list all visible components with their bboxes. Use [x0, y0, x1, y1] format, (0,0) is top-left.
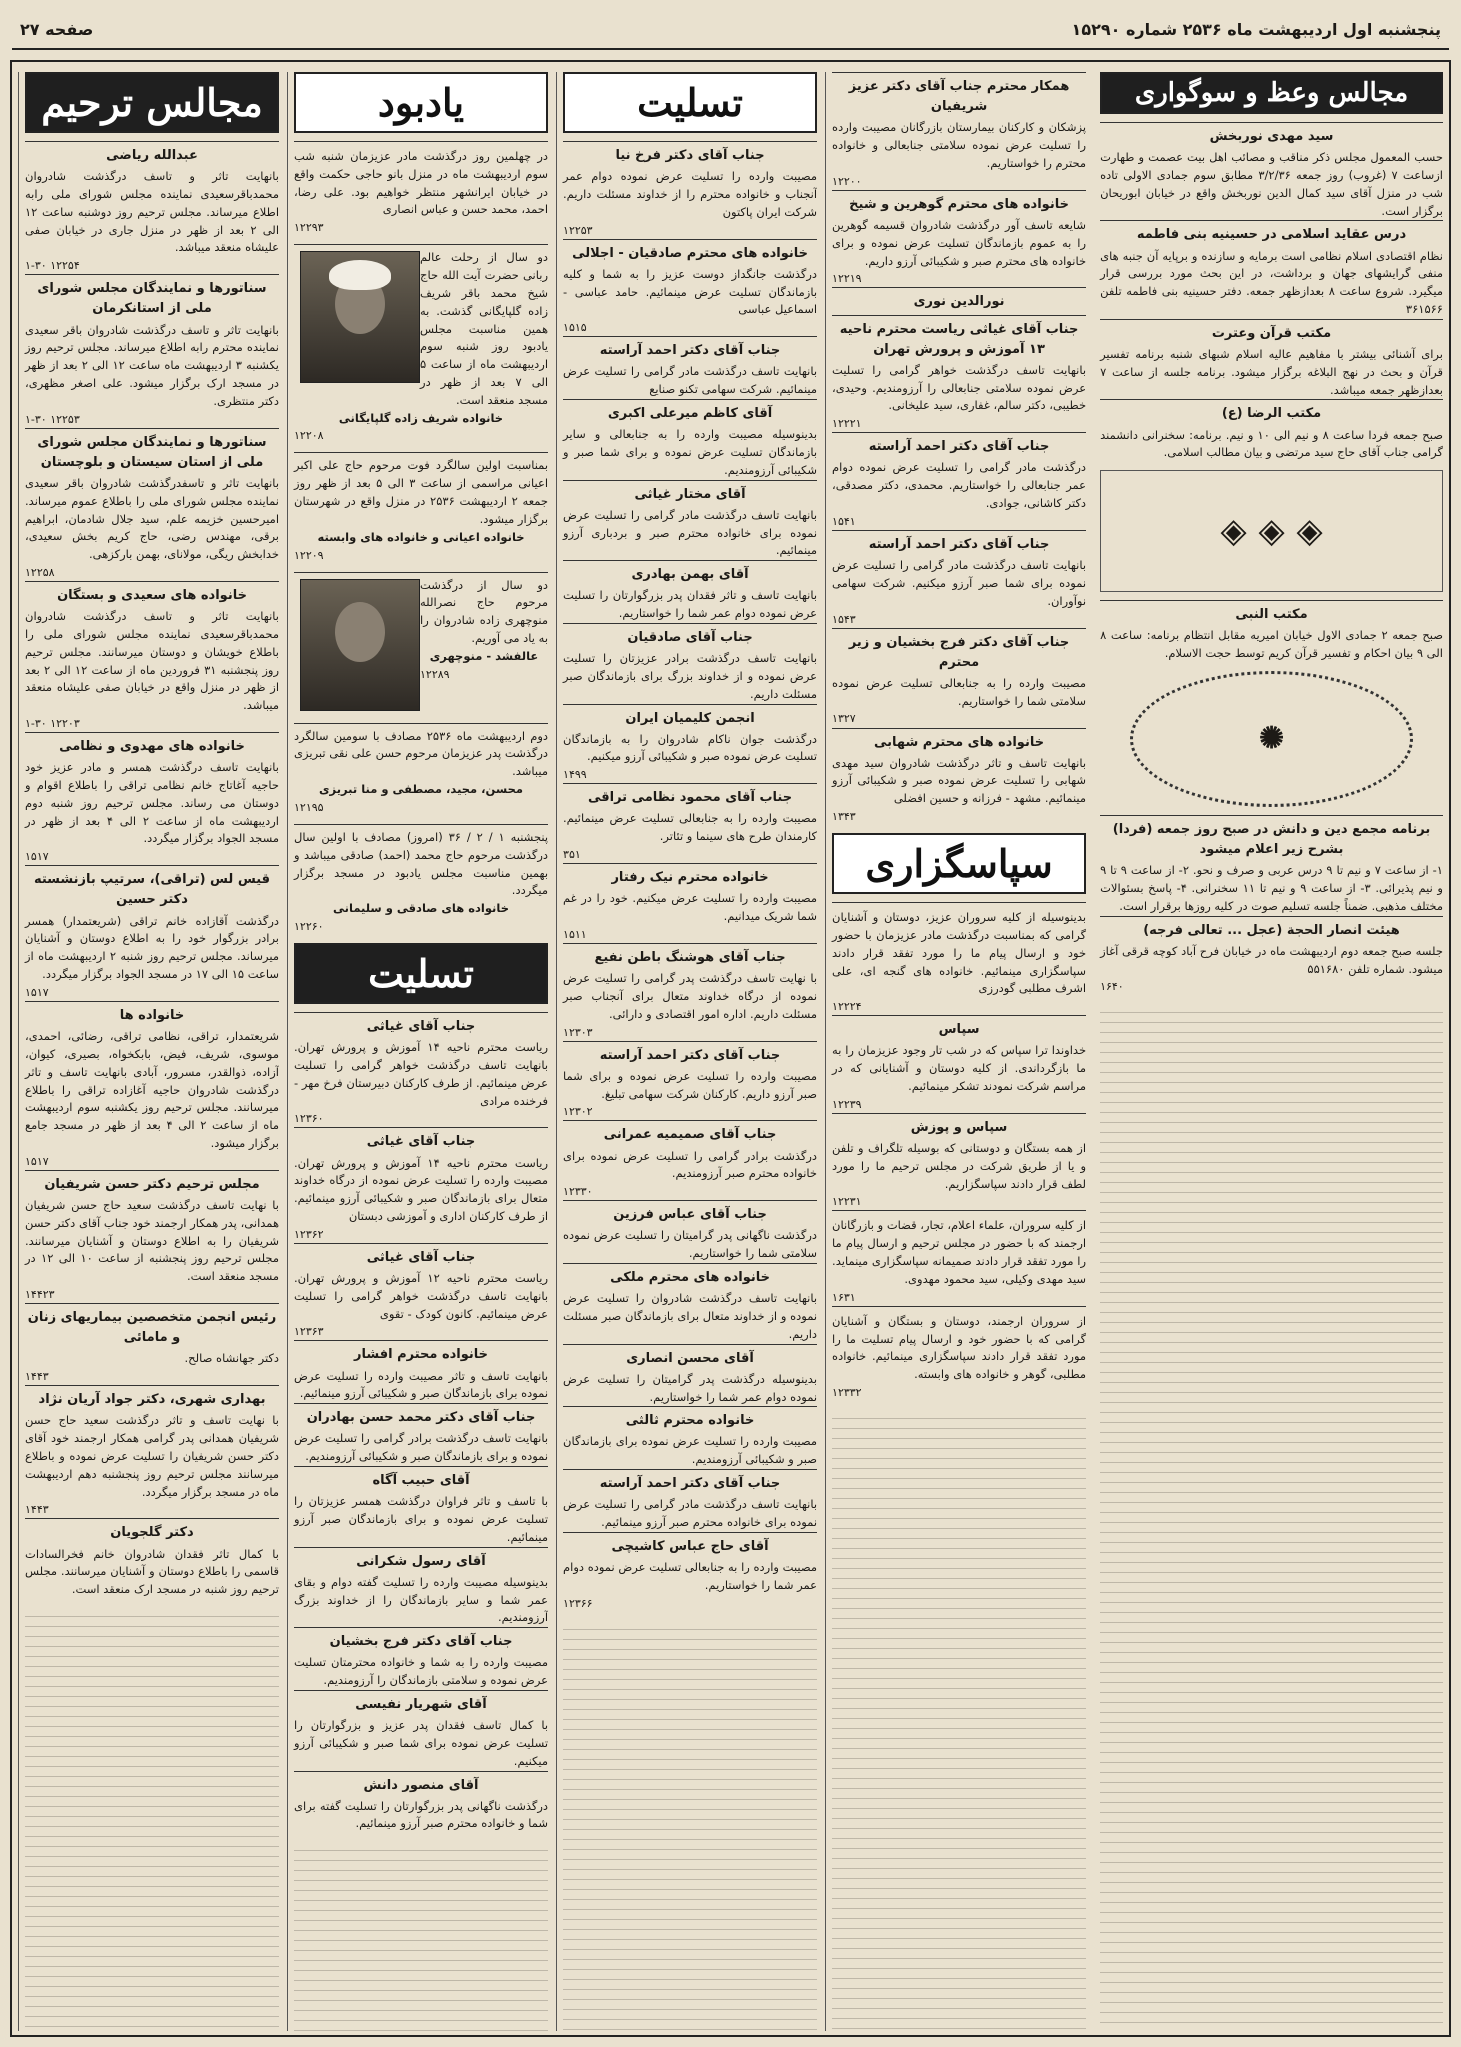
- notice: [25, 581, 279, 732]
- notice-body: از سروران ارجمند، دوستان و بستگان و آشنایان گرامی که با حضور خود و ارسال پیام تسلیت ما را مورد تفقد قرار دادند سپاسگزاری مینمائیم. خانواده مطلبی، گوهر و خانواده های وابسته.: [832, 1313, 1087, 1382]
- notice-body: بانهایت تاثر و تاسف درگذشت شادروان محمدباقرسعیدی نماینده مجلس شورای ملی رابه اطلاع میرساند. مجلس ترحیم روز دوشنبه ساعت ۱۲ الی ۲ بعد از ظهر در منزل جاری در خیابان صفی علیشاه منعقد میباشد.: [25, 169, 280, 255]
- notice-body: با کمال تاسف فقدان پدر عزیز و بزرگوارتان را تسلیت عرض نموده برای شما صبر و شکیبائی آرزو میکنیم.: [294, 1718, 549, 1768]
- notice-title: جناب آقای محمود نظامی تراقی: [587, 790, 793, 806]
- notice: [832, 72, 1086, 190]
- notice: [832, 1210, 1086, 1305]
- notice: [563, 141, 817, 239]
- notice-title: جناب آقای غیاثی: [366, 1249, 476, 1265]
- notice: [832, 1015, 1086, 1113]
- notice-body: از همه بستگان و دوستانی که بوسیله تلگراف و تلفن و یا از طریق شرکت در مجلس ترحیم ما را مورد لطف قرار دادند سپاسگزاریم.: [832, 1141, 1087, 1191]
- notice-code: ۱۵۱۵: [563, 321, 587, 335]
- notice-body: بانهایت تاسف درگذشت مادر گرامی را تسلیت عرض مینمائیم. شرکت سهامی تکنو صنایع: [563, 364, 818, 397]
- notice: [563, 480, 817, 561]
- notice-title: سپاس و پوزش: [910, 1119, 1008, 1135]
- notice: [1100, 319, 1443, 400]
- notice-code: ۱۳۲۷: [832, 712, 856, 726]
- notice-code: ۱۵۱۷: [25, 850, 49, 864]
- notice-title: آقای مختار غیاثی: [634, 486, 746, 502]
- notice: [1100, 122, 1443, 220]
- notice-code: ۱۲۳۶۰: [294, 1112, 324, 1126]
- portrait-photo: [300, 579, 420, 711]
- notice-body: دو سال از رحلت عالم ربانی حضرت آیت الله حاج شیخ محمد باقر شریف زاده گلپایگانی گذشت. به همین مناسبت مجلس یادبود روز شنبه سوم اردیبهشت ماه از ساعت ۵ الی ۷ بعد از ظهر در مسجد منعقد است.: [420, 250, 549, 407]
- notice-body: درگذشت جوان ناکام شادروان را به بازماندگان تسلیت عرض نموده صبر و شکیبائی آرزو میکنیم.: [563, 731, 818, 764]
- notice: [563, 336, 817, 399]
- notice: [563, 1469, 817, 1532]
- notice-title: مکتب الرضا (ع): [1221, 406, 1322, 422]
- notice-body: صبح جمعه فردا ساعت ۸ و نیم الی ۱۰ و نیم. برنامه: سخنرانی دانشمند گرامی جناب آقای حاج سید مرتضی و بیان مطالب اسلامی.: [1100, 427, 1443, 460]
- notice: [25, 732, 279, 865]
- notice: [294, 1771, 548, 1834]
- notice: [563, 943, 817, 1041]
- notice-code: ۱-۳۰ ۱۲۲۰۳: [25, 717, 80, 731]
- notice-body: مصیبت وارده را تسلیت عرض نموده دوام عمر آنجناب و خانواده محترم را از خداوند مسئلت داریم. شرکت ایران پاکتون: [563, 169, 818, 219]
- notice-body: مصیبت وارده را تسلیت عرض نموده و برای شما صبر آرزو داریم. کارکنان شرکت سهامی تبلیغ.: [563, 1068, 818, 1101]
- notice: [563, 1344, 817, 1407]
- column-tasliat-right: [556, 72, 817, 2031]
- notice-body: بدینوسیله مصیبت وارده را تسلیت گفته دوام و بقای عمر شما و سایر بازماندگان را از خداوند بزرگ آرزومندیم.: [294, 1574, 549, 1625]
- column-yadbood: [287, 72, 548, 2031]
- notice-body: نظام اقتصادی اسلام نظامی است برمایه و سازنده و برپایه آن جنبه های منفی گرایشهای جهان و برداشت، در این بحث مورد بررسی قرار میگیرد. شروع ساعت ۸ بعدازظهر جمعه. دفتر حسینیه بنی فاطمه تلفن ۳۶۱۵۶۶: [1100, 248, 1443, 316]
- notice-code: ۱۲۲۹۳: [294, 221, 324, 235]
- notice-title: جناب آقای صادقیان: [627, 629, 753, 645]
- notice: [563, 1406, 817, 1469]
- text-filler: [25, 1607, 279, 2031]
- notice: [294, 1127, 548, 1242]
- notices-col4-top: [832, 72, 1086, 825]
- notices-col5-c: [1100, 815, 1443, 996]
- notice: [25, 1170, 279, 1303]
- notice: [563, 1200, 817, 1263]
- notice: [1100, 600, 1443, 663]
- notice-title: آقای حاج عباس کاشیچی: [611, 1538, 769, 1554]
- notice-body: با نهایت تاسف درگذشت سعید حاج حسن شریفیان همدانی، پدر همکار ارجمند خود جناب آقای دکتر حسن شریفیان را به اطلاع دوستان و آشنایان میرسانند. مجلس ترحیم روز پنجشنبه از ساعت ۱۰ الی ۱۲ در مسجد منعقد است.: [25, 1197, 280, 1284]
- notice-title: جناب آقای غیاثی: [366, 1018, 476, 1034]
- notices-col5-a: [1100, 122, 1443, 462]
- notice: [294, 1340, 548, 1403]
- notice-body: از کلیه سروران، علماء اعلام، تجار، قضات و بازرگانان ارجمند که با حضور در مجلس ترحیم و ارسال پیام ما را مورد تفقد قرار دادند صمیمانه سپاسگزاری مینماید. سید مهدی وکیلی، سید محمود مهدوی.: [832, 1218, 1087, 1286]
- heading-majales-vaz: مجالس وعظ و سوگواری: [1100, 72, 1443, 114]
- notice-title: جناب آقای صمیمیه عمرانی: [603, 1127, 777, 1143]
- notice-title: آقای منصور دانش: [363, 1777, 479, 1793]
- notice-title: عالفشد - منوچهری: [429, 648, 539, 663]
- heading-sepasgozari: سپاسگزاری: [832, 833, 1086, 894]
- notice-code: ۱۶۴۰: [1100, 980, 1124, 994]
- notice-title: جناب آقای دکتر فرج بخشیان و زیر محترم: [848, 634, 1070, 670]
- notices-col3: [563, 141, 817, 1612]
- notice: [1100, 399, 1443, 462]
- notice-body: ریاست محترم ناحیه ۱۴ آموزش و پرورش تهران. مصیبت وارده را تسلیت عرض نموده از درگاه خداوند متعال برای بازماندگان صبر و شکیبائی آرزو مینمائیم. از طرف کارکنان اداری و آموزشی دبستان: [294, 1155, 549, 1223]
- notice: [25, 141, 279, 274]
- notices-col5-b: [1100, 600, 1443, 663]
- notice-title: خانواده ها: [119, 1007, 185, 1023]
- notice-code: ۱۲۲۳۹: [832, 1097, 862, 1111]
- notice-title: سید مهدی نوربخش: [1209, 129, 1334, 144]
- notice: [1100, 220, 1443, 318]
- notices-col1: [25, 141, 279, 1599]
- notice-code: ۱۳۴۳: [832, 810, 856, 824]
- columns: [18, 72, 1443, 2031]
- notice-body: مصیبت وارده را تسلیت عرض نموده برای بازماندگان صبر و شکیبائی آرزومندیم.: [563, 1434, 818, 1467]
- notice: [25, 428, 279, 581]
- notice: [294, 1243, 548, 1341]
- notice: [25, 274, 279, 427]
- notice-code: ۱۲۲۶۰: [294, 919, 324, 933]
- notice: [294, 1466, 548, 1547]
- notice-code: ۱۵۴۱: [832, 514, 856, 528]
- notice-body: بانهایت تاسف و تاثر فقدان پدر بزرگوارتان را تسلیت عرض نموده دوام عمر شما را خواستاریم.: [563, 588, 818, 621]
- notice-title: محسن، مجید، مصطفی و منا تبریزی: [319, 782, 524, 797]
- notice: [294, 452, 548, 563]
- notice-body: بانهایت تاسف درگذشت برادر عزیزتان را تسلیت عرض نموده و از خداوند بزرگ برای بازماندگان صبر مسئلت داریم.: [563, 651, 818, 701]
- notice-title: خانواده شریف زاده گلپایگانی: [338, 410, 504, 425]
- notice-body: دو سال از درگذشت مرحوم حاج نصرالله منوچهری زاده شادروان را به یاد می آوریم.: [420, 577, 549, 646]
- notice-body: مصیبت وارده را تسلیت عرض میکنیم. خود را در غم شما شریک میدانیم.: [563, 891, 818, 924]
- notice-body: بانهایت تاسف درگذشت شادروان را تسلیت عرض نموده و از خداوند متعال برای بازماندگان صبر مسئلت داریم.: [563, 1291, 818, 1341]
- notice: [294, 1012, 548, 1127]
- notice-title: جناب آقای غیاثی: [366, 1134, 476, 1150]
- notice: [563, 783, 817, 863]
- notice-title: خانواده های سعیدی و بستگان: [57, 588, 247, 604]
- notice-title: جناب آقای هوشنگ باطن نفیع: [594, 949, 786, 965]
- notice-title: انجمن کلیمیان ایران: [625, 710, 755, 726]
- notice-body: بانهایت تاثر و تاسف درگذشت شادروان محمدباقرسعیدی نماینده مجلس شورای ملی را باطلاع خویشان و دوستان میرسانند. مجلس ترحیم روز پنجشنبه ۳۱ فروردین ماه از ساعت ۱۲ الی ۲ بعد از ظهر در منزل واقع در خیابان صفی علیشاه منعقد میباشد.: [25, 609, 280, 713]
- notice-body: ریاست محترم ناحیه ۱۲ آموزش و پرورش تهران. بانهایت تاسف درگذشت خواهر گرامی را تسلیت عرض مینمائیم. کانون کودک - تقوی: [294, 1271, 549, 1321]
- notice: [832, 432, 1086, 530]
- notice: [294, 723, 548, 816]
- notice-body: درگذشت آقازاده خانم تراقی (شریعتمدار) همسر برادر بزرگوار خود را به اطلاع دوستان و آشنایان میرساند. مجلس ترحیم روز شنبه ۲ اردیبهشت ماه از ساعت ۱۵ الی ۱۷ در مسجد الجواد برگزار میگردد.: [25, 913, 280, 982]
- notice: [832, 728, 1086, 826]
- notice-code: ۱۶۳۱: [832, 1290, 856, 1304]
- notice-code: ۱۵۱۷: [25, 1154, 49, 1168]
- notice-code: ۱۴۹۹: [563, 768, 587, 782]
- emblem-majma-din-danesh: ✺: [1130, 671, 1413, 807]
- notice-title: جناب آقای دکتر احمد آراسته: [599, 1476, 781, 1492]
- notice-title: نورالدین نوری: [913, 294, 1005, 310]
- notice: [832, 190, 1086, 288]
- notice-body: مصیبت وارده را به شما و خانواده محترمتان تسلیت عرض نموده و سلامتی بازماندگان را آرزومندیم.: [294, 1655, 549, 1688]
- notice-body: درگذشت ناگهانی پدر گرامیتان را تسلیت عرض نموده سلامتی شما را خواستاریم.: [563, 1228, 818, 1261]
- notice-title: عبدالله ریاضی: [106, 148, 198, 163]
- notice: [294, 824, 548, 935]
- notice-title: درس عقاید اسلامی در حسینیه بنی فاطمه: [1136, 227, 1407, 243]
- notice-title: خانواده محترم ثالثی: [625, 1413, 755, 1429]
- notice-code: ۱۲۲۰۹: [294, 548, 324, 562]
- notice: [1100, 815, 1443, 916]
- notice-body: با کمال تاثر فقدان شادروان خانم فخرالسادات قاسمی را باطلاع دوستان و آشنایان میرسانند. مجلس ترحیم روز شنبه در مسجد ارک منعقد است.: [25, 1546, 280, 1597]
- notice-title: خانواده های محترم گوهرین و شیخ: [849, 196, 1069, 212]
- notice-code: ۱۲۲۲۱: [832, 417, 862, 431]
- notice-body: بانهایت تاسف درگذشت برادر گرامی را تسلیت عرض نموده و برای بازماندگان صبر و شکیبائی آرزومندیم.: [294, 1431, 549, 1464]
- notice: [294, 1690, 548, 1771]
- notice-title: خانواده های محترم شهابی: [874, 734, 1045, 750]
- notice-title: مجلس ترحیم دکتر حسن شریفیان: [44, 1176, 260, 1192]
- notice-title: مکتب النبی: [1235, 607, 1308, 623]
- notice-code: ۱۵۱۱: [563, 927, 587, 941]
- notice-body: مصیبت وارده را به جنابعالی تسلیت عرض نموده دوام عمر شما را خواستاریم.: [563, 1559, 818, 1592]
- notice-code: ۱-۳۰ ۱۲۲۵۳: [25, 412, 80, 426]
- notice-code: ۱۲۲۰۰: [832, 174, 862, 188]
- notice: [563, 704, 817, 784]
- notice: [294, 141, 548, 236]
- notice-title: آقای محسن انصاری: [626, 1350, 754, 1366]
- notice-code: ۱۵۴۳: [832, 612, 856, 626]
- notice: [294, 1627, 548, 1690]
- notice: [25, 1518, 279, 1599]
- notice-body: خداوندا ترا سپاس که در شب تار وجود عزیزمان را به ما بازگرداندی. از کلیه دوستان و آشنایانی که در مراسم شرکت نمودند تشکر مینمائیم.: [832, 1043, 1087, 1093]
- notice: [294, 1403, 548, 1466]
- notice-code: ۱۲۲۲۴: [832, 1000, 862, 1014]
- notice-body: حسب المعمول مجلس ذکر مناقب و مصائب اهل بیت عصمت و طهارت ازساعت ۷ (غروب) روز جمعه ۳/۲/۳۶ مطابق سوم جمادی الاولی تاده شب در منزل آقای سید کمال الدین نوربخش واقع در خیابان ابوریحان برگزار است.: [1100, 150, 1443, 218]
- notice-code: ۱۴۴۳: [25, 1503, 49, 1517]
- column-majales-vaz: [1094, 72, 1443, 2031]
- notice-title: جناب آقای دکتر احمد آراسته: [599, 343, 781, 359]
- notice-code: ۱۲۱۹۵: [294, 800, 324, 814]
- notice-title: سناتورها و نمایندگان مجلس شورای ملی از استان سیستان و بلوچستان: [37, 434, 267, 470]
- notice-title: خانواده محترم نیک رفتار: [611, 870, 769, 886]
- notice-title: مکتب قرآن وعترت: [1211, 325, 1332, 341]
- notice-code: ۱۲۳۳۲: [832, 1386, 862, 1400]
- notice: [832, 315, 1086, 433]
- notice-code: ۱۲۳۶۳: [294, 1325, 324, 1339]
- text-filler: [294, 1841, 548, 2031]
- notice: [832, 628, 1086, 728]
- notice-body: مصیبت وارده را به جنابعالی تسلیت عرض مینمائیم. کارمندان طرح های سینما و تئاتر.: [563, 811, 818, 844]
- notice: [563, 560, 817, 623]
- notice-title: خانواده های محترم ملکی: [610, 1269, 770, 1285]
- notice-title: بهداری شهری، دکتر جواد آریان نژاد: [38, 1392, 266, 1408]
- notice-body: دکتر جهانشاه صالح.: [184, 1351, 280, 1366]
- notice-title: خانواده های صادقی و سلیمانی: [333, 901, 509, 916]
- notice-title: خانواده اعیانی و خانواده های وابسته: [317, 529, 525, 544]
- notice-code: ۱۲۲۰۸: [294, 429, 324, 443]
- notice-code: ۳۵۱: [563, 848, 581, 862]
- notice-title: برنامه مجمع دین و دانش در صبح روز جمعه (فردا) بشرح زیر اعلام میشود: [1112, 821, 1431, 858]
- calligraphy-ornament-maktab-nabi: ◈ ◈ ◈: [1100, 470, 1443, 592]
- notice-title: قیس لس (تراقی)، سرتیپ بازنشسته دکتر حسین: [33, 872, 271, 908]
- notice-code: ۱۲۲۱۹: [832, 272, 862, 286]
- notice-code: ۱۴۴۲۳: [25, 1288, 55, 1301]
- notice-body: بانهایت تاثر و تاسف درگذشت شادروان باقر سعیدی نماینده محترم رابه اطلاع میرساند. مجلس ترحیم روز یکشنبه ۳ اردیبهشت ماه ساعت ۱۲ الی ۲ بعد از ظهر در مسجد ارک برگزار میشود. علی اصغر مظهری، دکتر منتظری.: [25, 322, 280, 408]
- notice-body: صبح جمعه ۲ جمادی الاول خیابان امیریه مقابل انتظام برنامه: ساعت ۸ الی ۹ بیان احکام و تفسیر قرآن کریم توسط حجت الاسلام.: [1100, 628, 1443, 661]
- text-filler: [832, 1409, 1086, 2031]
- notice: [832, 1113, 1086, 1211]
- notice-body: با نهایت تاسف و تاثر درگذشت سعید حاج حسن شریفیان همدانی پدر گرامی همکار ارجمند خود آقای دکتر حسن شریفیان را تسلیت عرض نموده و باطلاع میرسانند مجلس ترحیم روز پنجشنبه دهم اردیبهشت ماه در مسجد برگزار میگردد.: [25, 1413, 280, 1499]
- notice-title: آقای حبیب آگاه: [372, 1473, 470, 1489]
- notice-code: ۱۲۳۰۳: [563, 1025, 593, 1039]
- notice: [563, 863, 817, 943]
- notice-body: بانهایت تاسف و تاثر درگذشت شادروان سید مهدی شهابی را تسلیت عرض نموده صبر و شکیبائی آرزو مینمائیم. مشهد - فرزانه و حسین افضلی: [832, 755, 1087, 806]
- notice-title: همکار محترم جناب آقای دکتر عزیز شریفیان: [848, 79, 1070, 115]
- portrait-photo: [300, 251, 420, 383]
- heading-tasliat-1: تسلیت: [563, 72, 817, 133]
- notice-title: جناب آقای دکتر احمد آراسته: [868, 536, 1050, 552]
- notice-body: بانهایت تاسف درگذشت همسر و مادر عزیز خود حاجیه آغاتاج خانم نظامی تراقی را باطلاع اقوام و دوستان می رساند. مجلس ترحیم روز شنبه دوم اردیبهشت ماه از ساعت ۲ الی ۴ بعد از ظهر در مسجد الجواد برگزار میگردد.: [25, 760, 280, 846]
- notice-title: جناب آقای دکتر احمد آراسته: [599, 1047, 781, 1063]
- column-tasliat-left: [825, 72, 1086, 2031]
- notice-title: رئیس انجمن متخصصین بیماریهای زنان و مامائی: [27, 1310, 277, 1346]
- notice-title: جناب آقای دکتر احمد آراسته: [868, 439, 1050, 455]
- heading-majales-tarhim: مجالس ترحیم: [25, 72, 279, 133]
- column-majales-tarhim: [18, 72, 279, 2031]
- text-filler: [563, 1620, 817, 2031]
- notice-body: شایعه تاسف آور درگذشت شادروان قسیمه گوهرین را به عموم بازماندگان تسلیت عرض نموده و برای خانواده های محترم صبر و شکیبائی آرزو داریم.: [832, 217, 1087, 268]
- notice-title: دکتر گلجویان: [110, 1525, 194, 1541]
- notice-with-photo: [294, 572, 548, 715]
- notice-code: ۱۴۴۳: [25, 1370, 49, 1384]
- heading-tasliat-2: تسلیت: [294, 943, 548, 1004]
- notice-title: جناب آقای عباس فرزین: [613, 1207, 767, 1223]
- notice-title: جناب آقای دکتر محمد حسن بهادران: [306, 1410, 536, 1426]
- notice-code: ۱۲۲۵۸: [25, 565, 55, 579]
- notice: [294, 1547, 548, 1628]
- notice-title: آقای شهریار نفیسی: [355, 1696, 487, 1712]
- notice-code: ۱۲۳۰۲: [563, 1105, 593, 1119]
- notice-body: درگذشت جانگداز دوست عزیز را به شما و کلیه بازماندگان تسلیت عرض مینمائیم. حامد عباسی - اسماعیل عباسی: [563, 266, 818, 317]
- notice: [563, 1041, 817, 1121]
- notice-code: ۱۲۳۳۰: [563, 1185, 593, 1199]
- notice-with-photo: [294, 244, 548, 444]
- notice-title: سپاس: [938, 1022, 980, 1038]
- notice-body: درگذشت مادر گرامی را تسلیت عرض نموده دوام عمر جنابعالی را خواستاریم. محمدی، دکتر مصدقی، دکتر کاشانی، جوادی.: [832, 460, 1087, 511]
- notice-body: بدینوسیله مصیبت وارده را به جنابعالی و سایر بازماندگان تسلیت عرض نموده و برای شما صبر و شکیبائی آرزومندیم.: [563, 427, 818, 477]
- notice-code: ۱۲۲۳۱: [832, 1195, 862, 1209]
- notice-body: بدینوسیله درگذشت پدر گرامیتان را تسلیت عرض نموده دوام عمر شما را خواستاریم.: [563, 1371, 818, 1404]
- notice-title: جناب آقای غیاثی ریاست محترم ناحیه ۱۳ آموزش و پرورش تهران: [839, 321, 1079, 357]
- notice-code: ۱۲۳۶۲: [294, 1227, 324, 1241]
- notice: [832, 287, 1086, 312]
- notice: [563, 1532, 817, 1612]
- notices-col2-rest: [294, 1012, 548, 1833]
- notice-title: خانواده های مهدوی و نظامی: [59, 739, 245, 755]
- notice-title: آقای بهمن بهادری: [631, 567, 749, 583]
- notice-code: ۱۵۱۷: [25, 985, 49, 999]
- notice-body: با نهایت تاسف درگذشت پدر گرامی را تسلیت عرض نموده از درگاه خداوند متعال برای آنجناب صبر مسئلت داریم. اداره امور اقتصادی و دارائی.: [563, 971, 818, 1021]
- notice: [563, 239, 817, 337]
- text-filler: [1100, 1003, 1443, 2031]
- heading-yadbood: یادبود: [294, 72, 548, 133]
- notice-body: بانهایت تاسف درگذشت مادر گرامی را تسلیت عرض نموده برای شما صبر آرزو میکنیم. شرکت سهامی نوآوران.: [832, 558, 1087, 608]
- notice: [25, 1001, 279, 1170]
- notice-body: بانهایت تاسف و تاثر مصیبت وارده را تسلیت عرض نموده برای بازماندگان صبر و شکیبائی آرزو مینمائیم.: [294, 1368, 549, 1401]
- notice-body: درگذشت ناگهانی پدر بزرگوارتان را تسلیت گفته برای شما و خانواده محترم صبر آرزو مینمائیم.: [294, 1798, 549, 1831]
- notice-body: بدینوسیله از کلیه سروران عزیز، دوستان و آشنایان گرامی که بمناسبت درگذشت مادر عزیزمان با حضور خود و ارسال پیام ما را مورد تفقد قرار دادند سپاسگزاری مینمائیم. خانواده های گنجه ای، علی اشرف مطلبی گودرزی: [832, 910, 1087, 996]
- notice-body: با تاسف و تاثر فراوان درگذشت همسر عزیزتان را تسلیت عرض نموده و برای بازماندگان صبر آرزو مینمائیم.: [294, 1494, 549, 1544]
- notice-title: هیئت انصار الحجة (عجل ... تعالی فرجه): [1143, 922, 1400, 938]
- notice-body: بانهایت تاسف درگذشت مادر گرامی را تسلیت عرض نموده برای خانواده محترم صبر آرزو مینمائیم.: [563, 1497, 818, 1530]
- page-number: صفحه ۲۷: [20, 19, 94, 39]
- notice-body: شریعتمدار، تراقی، نظامی تراقی، رضائی، احمدی، موسوی، شریف، فیض، بابکخواه، بصیری، کیوان، آزاده، ذوالقدر، مسرور، آبادی بانهایت تاسف و تاثر درگذشت شادروان حاجیه آغازاده تراقی را باطلاع میرسانند. مجلس ترحیم روز یکشنبه سوم اردیبهشت ماه از ساعت ۲ الی ۴ بعد از ظهر در مسجد جامع برگزار میشود.: [25, 1029, 280, 1150]
- notice: [25, 1385, 279, 1518]
- notice-body: بانهایت تاثر و تاسفدرگذشت شادروان باقر سعیدی نماینده مجلس شورای ملی را باطلاع عموم میرساند. امیرحسین خزیمه علم، سید جلال شادمان، ابراهیم برقی، مهندس رضی، حاج کریم بخش سعیدی، خدابخش ریگی، مولانای، بهمن بارکزهی.: [25, 475, 280, 562]
- notice-title: آقای رسول شکرانی: [356, 1553, 486, 1569]
- notice-body: پنجشنبه ۱ / ۲ / ۳۶ (امروز) مصادف با اولین سال درگذشت مرحوم حاج محمد (احمد) صادقی میباشد و بهمین مناسبت مجلس یادبود در مسجد برگزار میگردد.: [294, 829, 549, 898]
- page-header: [12, 10, 1449, 50]
- notice: [25, 865, 279, 1001]
- notice-title: جناب آقای دکتر فرج بخشیان: [329, 1634, 513, 1650]
- notice: [563, 1263, 817, 1344]
- notice: [832, 1306, 1086, 1401]
- notice-body: دوم اردیبهشت ماه ۲۵۳۶ مصادف با سومین سالگرد درگذشت پدر عزیزمان مرحوم حسن علی نقی تبریزی میباشد.: [294, 728, 549, 779]
- issue-date: پنجشنبه اول اردیبهشت ماه ۲۵۳۶ شماره ۱۵۲۹۰: [1071, 19, 1441, 39]
- notice-body: مصیبت وارده را به جنابعالی تسلیت عرض نموده سلامتی شما را خواستاریم.: [832, 675, 1087, 708]
- notice-body: بمناسبت اولین سالگرد فوت مرحوم حاج علی اکبر اعیانی مراسمی از ساعت ۳ الی ۵ بعد از ظهر روز جمعه ۲ اردیبهشت ۲۵۳۶ در منزل واقع در شهرستان برگزار میشود.: [294, 458, 549, 526]
- notice-body: بانهایت تاسف درگذشت خواهر گرامی را تسلیت عرض نموده سلامتی جنابعالی را آرزومندیم. وحیدی، خطیبی، دکتر سالم، غفاری، سید علیخانی.: [832, 362, 1087, 413]
- notice: [563, 623, 817, 704]
- notice: [563, 1120, 817, 1200]
- notice-body: ریاست محترم ناحیه ۱۴ آموزش و پرورش تهران. بانهایت تاسف درگذشت خواهر گرامی را تسلیت عرض مینمائیم. از طرف کارکنان دبیرستان فرخ مهر - فرخنده مرادی: [294, 1040, 549, 1108]
- notice-code: ۱۲۲۸۹: [420, 667, 450, 681]
- notice-code: ۱۲۳۶۶: [563, 1596, 593, 1610]
- notice-body: ۱- از ساعت ۷ و نیم تا ۹ درس عربی و صرف و نحو. ۲- از ساعت ۹ تا ۹ و نیم پذیرائی. ۳- از ساعت ۹ و نیم تا ۱۱ سخنرانی. ۴- پاسخ بسئوالات مختلف مذهبی. ضمناً جلسه تسلیم صوت در کلیه روزها برقرار است.: [1100, 863, 1443, 913]
- notice-title: خانواده محترم افشار: [354, 1347, 489, 1363]
- notices-col4-bottom: [832, 902, 1086, 1401]
- notice: [832, 902, 1086, 1015]
- notice-body: برای آشنائی بیشتر با مفاهیم عالیه اسلام شبهای شنبه برنامه تفسیر قرآن و بحث در نهج البلاغه برگزار میشود. برنامه جلسه از ساعت ۷ بعدازظهر جمعه میباشد.: [1100, 346, 1443, 397]
- notice-body: بانهایت تاسف درگذشت مادر گرامی را تسلیت عرض نموده برای خانواده محترم صبر و بردباری آرزو مینمائیم.: [563, 507, 818, 558]
- notice-title: سناتورها و نمایندگان مجلس شورای ملی از استانکرمان: [37, 281, 267, 317]
- notice: [1100, 916, 1443, 996]
- notice-code: ۱۲۲۵۳: [563, 223, 593, 237]
- notice-title: آقای کاظم میرعلی اکبری: [607, 406, 773, 422]
- notice-code: ۱-۳۰ ۱۲۲۵۴: [25, 259, 80, 273]
- notice-body: جلسه صبح جمعه دوم اردیبهشت ماه در خیابان فرح آباد کوچه قرقی آغاز میشود. شماره تلفن ۵۵۱۶۸۰: [1100, 943, 1443, 976]
- notice-body: پزشکان و کارکنان بیمارستان بازرگانان مصیبت وارده را تسلیت عرض نموده سلامتی جنابعالی و خانواده محترم را خواستاریم.: [832, 120, 1087, 170]
- notice: [832, 530, 1086, 628]
- notice-title: خانواده های محترم صادقیان - اجلالی: [572, 245, 808, 261]
- notice: [563, 399, 817, 480]
- notice: [25, 1303, 279, 1385]
- notice-title: جناب آقای دکتر فرخ نیا: [615, 148, 765, 163]
- notice-body: در چهلمین روز درگذشت مادر عزیزمان شنبه شب سوم اردیبهشت ماه در منزل بانو حاجی حکمت واقع در خیابان ایرانشهر منتظر خواهیم بود. علی رضا، احمد، محمد حسن و عباس انصاری: [294, 149, 549, 217]
- notice-body: درگذشت برادر گرامی را تسلیت عرض نموده برای خانواده محترم صبر آرزومندیم.: [563, 1148, 818, 1181]
